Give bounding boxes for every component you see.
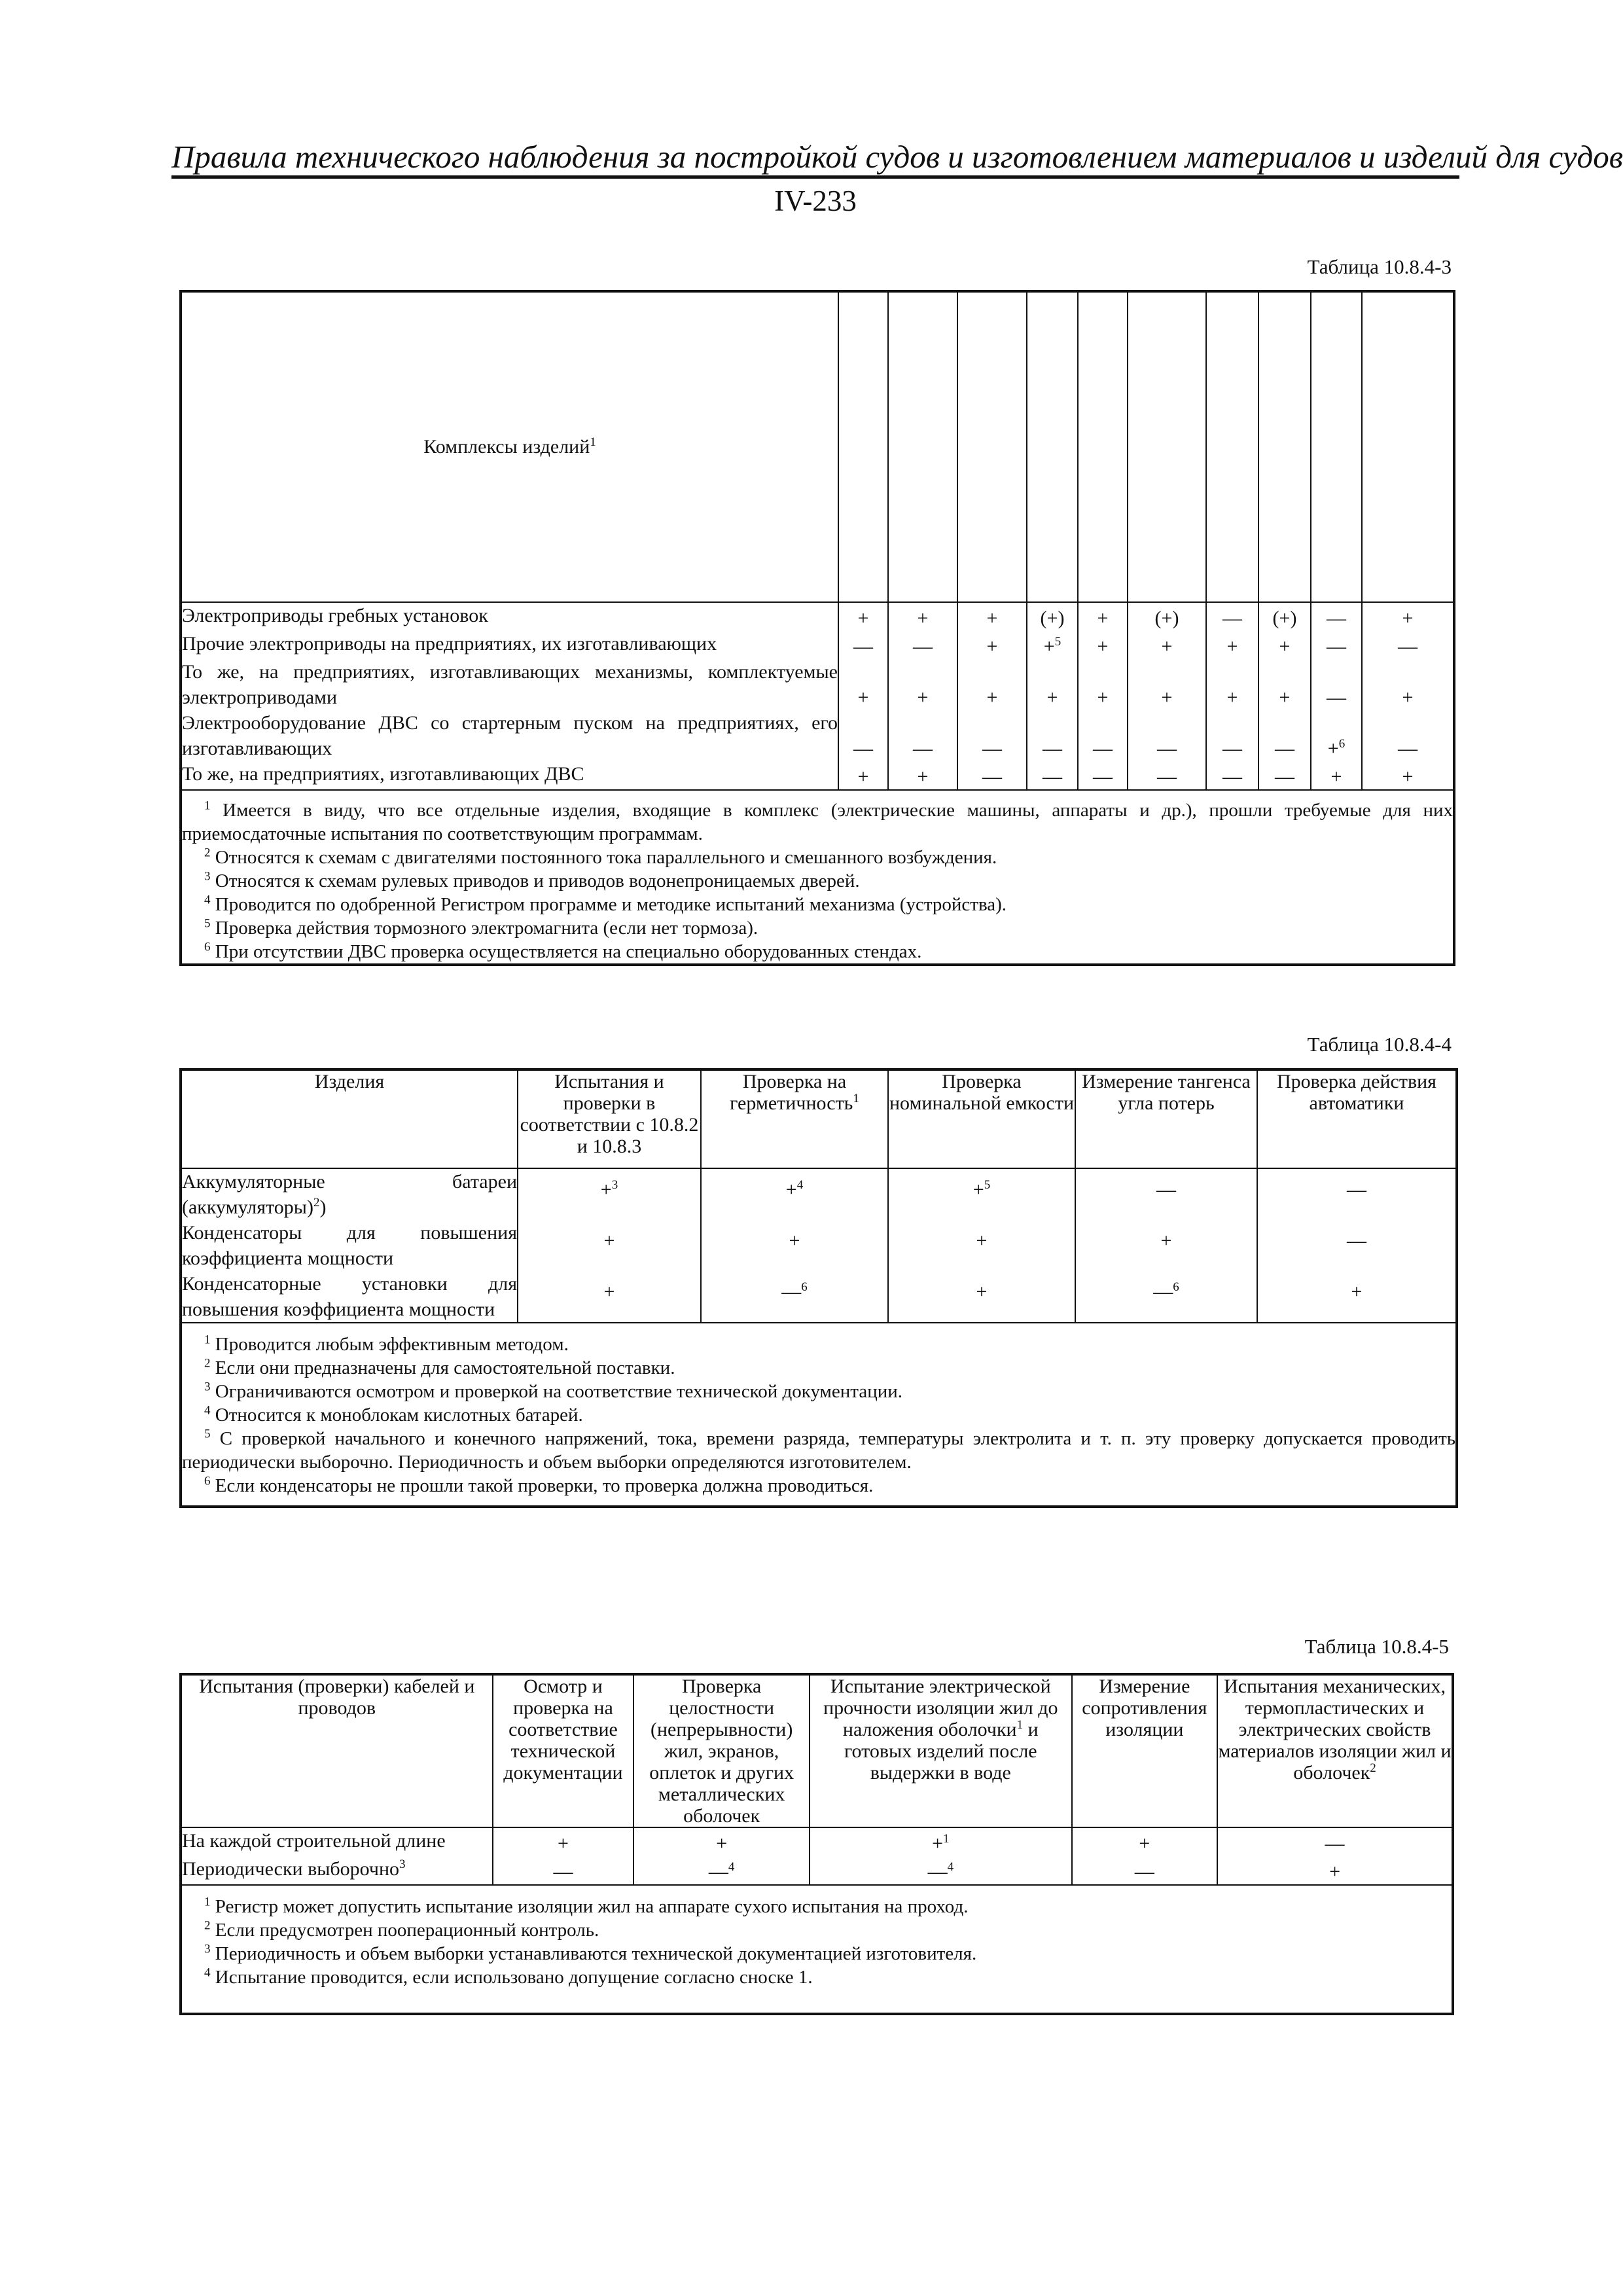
- table5-column-header: [810, 1675, 1072, 1827]
- column-header-text: Проверка номинальной емкости: [889, 1071, 1074, 1114]
- row-label: То же, на предприятиях, изготавливающих механизмы, комплектуемые электроприводами: [181, 659, 838, 710]
- column-header-text: Измерение сопротивления изоляции: [1082, 1676, 1207, 1740]
- superscript: 6: [1338, 737, 1346, 751]
- row-label: Прочие электроприводы на предприятиях, их изготавливающих: [181, 631, 838, 659]
- superscript: 6: [204, 940, 211, 954]
- cell-mark: —: [1327, 687, 1346, 708]
- table-cell: [701, 1271, 888, 1323]
- table-cell: [1206, 761, 1258, 790]
- cell-mark: +: [917, 687, 929, 708]
- table3-column-header: [1362, 292, 1454, 602]
- cell-mark: +: [1279, 687, 1291, 708]
- column-header-text: Испытание электрической прочности изоляции жил до наложения оболочки: [823, 1676, 1058, 1740]
- cell-mark: —: [913, 636, 933, 657]
- cell-mark: —: [1222, 607, 1242, 629]
- cell-mark: +: [1327, 738, 1339, 759]
- cell-mark: —: [1325, 1833, 1345, 1854]
- footnote-text: Если конденсаторы не прошли такой проверки, то проверка должна проводиться.: [215, 1475, 874, 1496]
- superscript: 5: [1054, 635, 1061, 649]
- cell-mark: +: [1402, 766, 1414, 787]
- page-number: IV-233: [774, 185, 857, 217]
- table-cell: [888, 761, 957, 790]
- cell-mark: —: [1157, 766, 1177, 787]
- table-cell: [518, 1271, 701, 1323]
- table-cell: [888, 1168, 1075, 1220]
- table-cell: [1311, 631, 1362, 659]
- superscript: 3: [399, 1857, 406, 1871]
- footnote: [182, 1356, 1455, 1380]
- table-cell: [957, 631, 1027, 659]
- table5-column-header: [1217, 1675, 1452, 1827]
- superscript: 2: [313, 1196, 320, 1210]
- table-cell: [1257, 1168, 1456, 1220]
- cell-mark: +: [603, 1230, 615, 1251]
- column-header-text-cont: и готовых изделий после выдержки в воде: [844, 1719, 1039, 1784]
- cell-mark: +: [603, 1281, 615, 1302]
- footnote-text: При отсутствии ДВС проверка осуществляется на специально оборудованных стендах.: [215, 941, 922, 962]
- cell-mark: —: [853, 636, 873, 657]
- cell-mark: —: [1134, 1861, 1154, 1882]
- cell-mark: +: [976, 1281, 988, 1302]
- cell-mark: —: [1275, 738, 1294, 759]
- table-row: [181, 602, 1454, 631]
- footnote-text: Ограничиваются осмотром и проверкой на соответствие технической документации.: [215, 1381, 903, 1402]
- superscript: 1: [1016, 1718, 1024, 1732]
- table-cell: [838, 659, 888, 710]
- table-cell: [1217, 1827, 1452, 1856]
- header-rule: [171, 175, 1459, 179]
- table-cell: [838, 710, 888, 761]
- row-label-text: Периодически выборочно: [182, 1858, 400, 1880]
- column-header-text: Проверка на герметичность: [730, 1071, 853, 1114]
- table-cell: [1128, 631, 1206, 659]
- table4-column-header: [701, 1070, 888, 1168]
- footnote-text: Относятся к схемам с двигателями постоянного тока параллельного и смешанного возбуждения.: [215, 847, 997, 868]
- cell-mark: —: [1347, 1179, 1366, 1200]
- row-label: Электроприводы гребных установок: [181, 602, 838, 631]
- table-cell: [810, 1856, 1072, 1885]
- footnote: [182, 916, 1453, 940]
- table-row: [181, 761, 1454, 790]
- column-header-text: Испытания и проверки в соответствии с 10.8.2 и 10.8.3: [520, 1071, 699, 1157]
- cell-mark: +: [917, 766, 929, 787]
- cell-mark: +: [716, 1833, 728, 1854]
- superscript: 4: [947, 1860, 954, 1874]
- table-cell: [1078, 602, 1128, 631]
- cell-mark: —: [1043, 766, 1062, 787]
- table-cell: [1027, 761, 1078, 790]
- table4-footnotes: [181, 1323, 1456, 1506]
- cell-mark: —: [1327, 607, 1346, 629]
- table5-caption: Таблица 10.8.4-5: [1304, 1635, 1449, 1658]
- superscript: 3: [204, 1380, 211, 1394]
- superscript: 5: [204, 1427, 211, 1441]
- table4-caption: Таблица 10.8.4-4: [1307, 1033, 1452, 1056]
- table-cell: [838, 602, 888, 631]
- footnote: [182, 846, 1453, 869]
- table-cell: [838, 631, 888, 659]
- table-cell: [1078, 710, 1128, 761]
- table-cell: [957, 659, 1027, 710]
- table-cell: [493, 1856, 634, 1885]
- superscript: 3: [611, 1178, 618, 1192]
- table4-column-header: [1075, 1070, 1257, 1168]
- cell-mark: —: [781, 1281, 802, 1302]
- table-cell: [888, 659, 957, 710]
- cell-mark: (+): [1040, 607, 1065, 629]
- table-cell: [1258, 631, 1311, 659]
- column-header-text: Испытания механических, термопластических и электрических свойств материалов изоляции жил и оболочек: [1218, 1676, 1452, 1784]
- table5-column-header: [633, 1675, 810, 1827]
- superscript: 1: [943, 1832, 950, 1846]
- cell-mark: +: [1097, 636, 1109, 657]
- table5-column-header: [1072, 1675, 1217, 1827]
- table-cell: [1206, 631, 1258, 659]
- table4-column-header: [181, 1070, 518, 1168]
- footnote: [182, 869, 1453, 893]
- table-cell: [1206, 710, 1258, 761]
- table-cell: [1258, 710, 1311, 761]
- cell-mark: +: [1402, 607, 1414, 629]
- cell-mark: +: [857, 766, 869, 787]
- superscript: 4: [728, 1860, 735, 1874]
- cell-mark: —: [708, 1861, 728, 1882]
- superscript: 1: [204, 798, 211, 813]
- footnote: [182, 1474, 1455, 1498]
- cell-mark: +: [972, 1179, 984, 1200]
- table3-corner-header: Комплексы изделий$^1$: [181, 292, 838, 602]
- superscript: 1: [204, 1333, 211, 1347]
- row-label: [181, 1856, 493, 1885]
- table3-column-header: [1078, 292, 1128, 602]
- cell-mark: —: [1347, 1230, 1366, 1251]
- cell-mark: +: [789, 1230, 800, 1251]
- table-cell: [493, 1827, 634, 1856]
- table-cell: [1311, 710, 1362, 761]
- cell-mark: +: [1097, 687, 1109, 708]
- table-row: [181, 1168, 1456, 1220]
- superscript: 2: [204, 1918, 211, 1933]
- footnote: [182, 1965, 1452, 1989]
- table-cell: [518, 1220, 701, 1271]
- column-header-text: Измерение тангенса угла потерь: [1082, 1071, 1251, 1114]
- table3-column-header: [1258, 292, 1311, 602]
- table-cell: [1128, 602, 1206, 631]
- table5-footnotes: [181, 1885, 1452, 2013]
- cell-mark: —: [1327, 636, 1346, 657]
- table-cell: [810, 1827, 1072, 1856]
- footnote-text: Относится к моноблокам кислотных батарей.: [215, 1405, 583, 1426]
- cell-mark: —: [553, 1861, 573, 1882]
- cell-mark: —: [1157, 738, 1177, 759]
- table-row: [181, 710, 1454, 761]
- footnote: [182, 1918, 1452, 1942]
- footnote: [182, 893, 1453, 916]
- footnote: [182, 1380, 1455, 1403]
- superscript: 4: [204, 1403, 211, 1418]
- table3-caption: Таблица 10.8.4-3: [1307, 255, 1452, 278]
- table-cell: [1075, 1168, 1257, 1220]
- superscript: 4: [204, 1965, 211, 1980]
- cell-mark: +: [785, 1179, 797, 1200]
- footnote-text: Проводится по одобренной Регистром программе и методике испытаний механизма (устройства).: [215, 894, 1007, 915]
- footnote-text: Относятся к схемам рулевых приводов и приводов водонепроницаемых дверей.: [215, 870, 860, 891]
- cell-mark: —: [1043, 738, 1062, 759]
- footnote: [182, 940, 1453, 963]
- cell-mark: —: [1222, 738, 1242, 759]
- table-cell: [888, 710, 957, 761]
- table3-column-header: [957, 292, 1027, 602]
- footnote: [182, 1333, 1455, 1356]
- cell-mark: (+): [1154, 607, 1179, 629]
- row-label: То же, на предприятиях, изготавливающих ДВС: [181, 761, 838, 790]
- superscript: 4: [796, 1178, 804, 1192]
- table3-column-header: [888, 292, 957, 602]
- row-label: Электрооборудование ДВС со стартерным пуском на предприятиях, его изготавливающих: [181, 710, 838, 761]
- cell-mark: +: [1402, 687, 1414, 708]
- row-label-text: Конденсаторные установки для повышения коэффициента мощности: [182, 1273, 517, 1320]
- table-cell: [1257, 1271, 1456, 1323]
- column-header-text: Осмотр и проверка на соответствие технической документации: [503, 1676, 623, 1784]
- table-cell: [633, 1827, 810, 1856]
- cell-mark: +: [558, 1833, 569, 1854]
- table-cell: [888, 1220, 1075, 1271]
- column-header-text: Проверка целостности (непрерывности) жил, экранов, оплеток и других металлических оболочек: [649, 1676, 794, 1827]
- table3-column-header: [1206, 292, 1258, 602]
- row-label: [181, 1220, 518, 1271]
- superscript: 5: [204, 916, 211, 931]
- cell-mark: +: [1226, 636, 1238, 657]
- table-cell: [1362, 761, 1454, 790]
- table-cell: [1362, 710, 1454, 761]
- footnote: [182, 798, 1453, 846]
- table3-column-header: [1027, 292, 1078, 602]
- cell-mark: —: [1156, 1179, 1176, 1200]
- row-label: [181, 1271, 518, 1323]
- superscript: 4: [204, 893, 211, 907]
- footnote-text: Если они предназначены для самостоятельной поставки.: [215, 1357, 675, 1378]
- table-cell: [1257, 1220, 1456, 1271]
- cell-mark: +: [1097, 607, 1109, 629]
- cell-mark: (+): [1272, 607, 1297, 629]
- cell-mark: +: [986, 687, 998, 708]
- table-cell: [1072, 1827, 1217, 1856]
- footnote: [182, 1942, 1452, 1965]
- table3-column-header: [838, 292, 888, 602]
- column-header-text: Изделия: [314, 1071, 385, 1092]
- row-label: Аккумуляторные батареи (аккумуляторы)$^2$): [181, 1168, 518, 1220]
- table-row: [181, 1220, 1456, 1271]
- cell-mark: —: [1153, 1281, 1173, 1302]
- cell-mark: +: [1043, 636, 1055, 657]
- cell-mark: +: [1046, 687, 1058, 708]
- footnote-text: Проверка действия тормозного электромагнита (если нет тормоза).: [215, 918, 758, 939]
- superscript: 5: [984, 1178, 991, 1192]
- running-header: Правила технического наблюдения за постройкой судов и изготовлением материалов и изделий для судов: [171, 139, 1623, 175]
- table4-column-header: [888, 1070, 1075, 1168]
- cell-mark: +: [1279, 636, 1291, 657]
- cell-mark: +: [986, 607, 998, 629]
- cell-mark: +: [1160, 1230, 1172, 1251]
- cell-mark: —: [1093, 766, 1113, 787]
- footnote: [182, 1895, 1452, 1918]
- table3-column-header: [1311, 292, 1362, 602]
- table-10-8-4-4: [181, 1069, 1457, 1507]
- table-cell: [1311, 602, 1362, 631]
- superscript: 6: [1173, 1280, 1179, 1294]
- superscript: 3: [204, 1942, 211, 1956]
- table-cell: [1027, 602, 1078, 631]
- superscript: 3: [204, 869, 211, 884]
- table-cell: [1128, 761, 1206, 790]
- table-cell: [1206, 659, 1258, 710]
- table-cell: [1362, 631, 1454, 659]
- cell-mark: —: [982, 766, 1002, 787]
- table-cell: [888, 631, 957, 659]
- table-cell: [1027, 659, 1078, 710]
- cell-mark: +: [1329, 1861, 1340, 1882]
- footnote: [182, 1403, 1455, 1427]
- table5-column-header: [493, 1675, 634, 1827]
- cell-mark: +: [1351, 1281, 1363, 1302]
- footnote-text: Если предусмотрен пооперационный контроль.: [215, 1920, 599, 1941]
- table-cell: [1072, 1856, 1217, 1885]
- superscript: 1: [853, 1092, 859, 1105]
- table-row: [181, 1856, 1452, 1885]
- cell-mark: —: [1275, 766, 1294, 787]
- table-cell: [957, 710, 1027, 761]
- table-cell: [1078, 631, 1128, 659]
- cell-mark: +: [932, 1833, 944, 1854]
- footnote: [182, 1427, 1455, 1474]
- row-label-text: На каждой строительной длине: [182, 1830, 446, 1852]
- table-cell: [1311, 761, 1362, 790]
- cell-mark: +: [1226, 687, 1238, 708]
- cell-mark: —: [1093, 738, 1113, 759]
- table-cell: [957, 602, 1027, 631]
- table-10-8-4-5: [181, 1674, 1453, 2014]
- table-cell: [1258, 659, 1311, 710]
- cell-mark: —: [913, 738, 933, 759]
- table-cell: [888, 1271, 1075, 1323]
- table-cell: [1027, 631, 1078, 659]
- cell-mark: +: [600, 1179, 612, 1200]
- table-cell: [633, 1856, 810, 1885]
- table-cell: [1362, 659, 1454, 710]
- cell-mark: —: [1398, 738, 1418, 759]
- table-row: [181, 659, 1454, 710]
- cell-mark: —: [927, 1861, 948, 1882]
- footnote-text: Периодичность и объем выборки устанавливаются технической документацией изготовителя.: [215, 1943, 977, 1964]
- table4-column-header: [1257, 1070, 1456, 1168]
- row-label-text: Конденсаторы для повышения коэффициента мощности: [182, 1222, 517, 1269]
- table-cell: [957, 761, 1027, 790]
- cell-mark: +: [976, 1230, 988, 1251]
- cell-mark: —: [1398, 636, 1418, 657]
- superscript: 2: [204, 1356, 211, 1371]
- table-cell: [1258, 602, 1311, 631]
- table3-column-header: [1128, 292, 1206, 602]
- table-cell: [1027, 710, 1078, 761]
- row-label-text: Аккумуляторные батареи (аккумуляторы): [182, 1171, 517, 1218]
- cell-mark: +: [1161, 687, 1173, 708]
- table-cell: [1075, 1271, 1257, 1323]
- row-label: [181, 1827, 493, 1856]
- table-cell: [518, 1168, 701, 1220]
- column-header-text: Испытания (проверки) кабелей и проводов: [199, 1676, 475, 1719]
- table-cell: [1128, 710, 1206, 761]
- superscript: 1: [204, 1895, 211, 1909]
- table-cell: [1078, 659, 1128, 710]
- table-cell: [1128, 659, 1206, 710]
- cell-mark: —: [853, 738, 873, 759]
- table-row: [181, 1827, 1452, 1856]
- superscript: 2: [204, 846, 211, 860]
- superscript: 6: [801, 1280, 808, 1294]
- table-cell: [888, 602, 957, 631]
- table-10-8-4-3: [181, 291, 1454, 965]
- table-cell: [1362, 602, 1454, 631]
- table-cell: [1258, 761, 1311, 790]
- table-row: [181, 631, 1454, 659]
- table-cell: [701, 1168, 888, 1220]
- footnote-text: Проводится любым эффективным методом.: [215, 1334, 569, 1355]
- cell-mark: +: [917, 607, 929, 629]
- table-cell: [1206, 602, 1258, 631]
- cell-mark: +: [857, 687, 869, 708]
- table-row: [181, 1271, 1456, 1323]
- superscript: 6: [204, 1474, 211, 1488]
- cell-mark: +: [857, 607, 869, 629]
- table-cell: [1075, 1220, 1257, 1271]
- table4-column-header: [518, 1070, 701, 1168]
- cell-mark: +: [1139, 1833, 1150, 1854]
- cell-mark: —: [1222, 766, 1242, 787]
- footnote-text: Имеется в виду, что все отдельные изделия, входящие в комплекс (электрические машины, аппараты и др.), прошли требуемые для них приемосдаточные испытания по соответствующим программам.: [182, 800, 1454, 844]
- table-cell: [838, 761, 888, 790]
- cell-mark: +: [1330, 766, 1342, 787]
- footnote-text: С проверкой начального и конечного напряжений, тока, времени разряда, температуры электролита и т. п. эту проверку допускается проводить периодически выборочно. Периодичность и объем выборки определяются изготовителем.: [182, 1428, 1455, 1473]
- table-cell: [1217, 1856, 1452, 1885]
- footnote-text: Испытание проводится, если использовано допущение согласно сноске 1.: [215, 1967, 813, 1988]
- table3-footnotes: [181, 790, 1454, 964]
- footnote-text: Регистр может допустить испытание изоляции жил на аппарате сухого испытания на проход.: [215, 1896, 969, 1917]
- cell-mark: +: [986, 636, 998, 657]
- table-cell: [1311, 659, 1362, 710]
- column-header-text: Проверка действия автоматики: [1277, 1071, 1436, 1114]
- cell-mark: +: [1161, 636, 1173, 657]
- superscript: 2: [1370, 1761, 1376, 1775]
- cell-mark: —: [982, 738, 1002, 759]
- table-cell: [1078, 761, 1128, 790]
- table-cell: [701, 1220, 888, 1271]
- table5-column-header: [181, 1675, 493, 1827]
